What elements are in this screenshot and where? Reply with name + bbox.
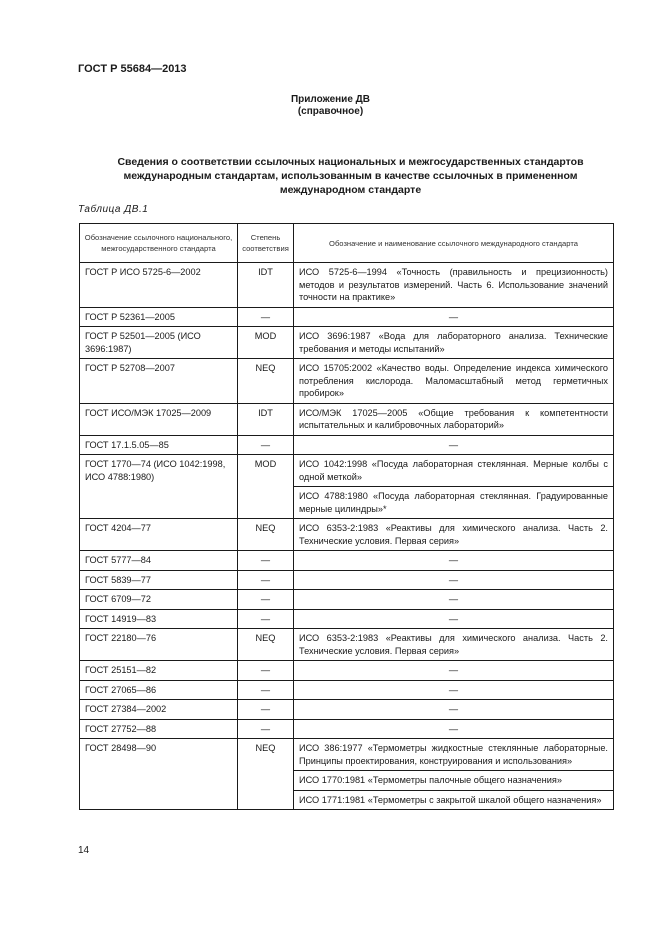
national-standard-cell: ГОСТ 25151—82 — [80, 661, 238, 681]
international-standard-cell: — — [294, 719, 614, 739]
national-standard-cell: ГОСТ Р 52361—2005 — [80, 307, 238, 327]
table-row — [80, 435, 614, 455]
international-standard-cell: — — [294, 680, 614, 700]
national-standard-cell: ГОСТ 28498—90 — [80, 739, 238, 810]
table-row — [80, 629, 614, 661]
table-row — [80, 455, 614, 487]
table-body — [80, 263, 614, 810]
international-standard-cell: — — [294, 307, 614, 327]
degree-cell: — — [238, 551, 294, 571]
international-standard-cell: ИСО 4788:1980 «Посуда лабораторная стеклянная. Градуированные мерные цилиндры»* — [294, 487, 614, 519]
international-standard-cell: — — [294, 590, 614, 610]
international-standard-cell: ИСО 386:1977 «Термометры жидкостные стеклянные лабораторные. Принципы проектирования, конструирования и использования» — [294, 739, 614, 771]
column-header-international-standard: Обозначение и наименование ссылочного международного стандарта — [294, 224, 614, 263]
international-standard-cell: — — [294, 435, 614, 455]
table-row — [80, 661, 614, 681]
table-row — [80, 609, 614, 629]
national-standard-cell: ГОСТ 1770—74 (ИСО 1042:1998, ИСО 4788:1980) — [80, 455, 238, 519]
degree-cell: — — [238, 590, 294, 610]
table-row — [80, 359, 614, 404]
column-header-degree: Степень соответствия — [238, 224, 294, 263]
degree-cell: — — [238, 700, 294, 720]
degree-cell: NEQ — [238, 359, 294, 404]
national-standard-cell: ГОСТ 5777—84 — [80, 551, 238, 571]
table-row — [80, 719, 614, 739]
national-standard-cell: ГОСТ 5839—77 — [80, 570, 238, 590]
national-standard-cell: ГОСТ 22180—76 — [80, 629, 238, 661]
degree-cell: — — [238, 680, 294, 700]
document-code: ГОСТ Р 55684—2013 — [78, 63, 187, 75]
international-standard-cell: ИСО/МЭК 17025—2005 «Общие требования к компетентности испытательных и калибровочных лабораторий» — [294, 403, 614, 435]
international-standard-cell: — — [294, 570, 614, 590]
section-title — [88, 155, 613, 197]
degree-cell: NEQ — [238, 629, 294, 661]
international-standard-cell: ИСО 1042:1998 «Посуда лабораторная стеклянная. Мерные колбы с одной меткой» — [294, 455, 614, 487]
degree-cell: — — [238, 661, 294, 681]
degree-cell: — — [238, 609, 294, 629]
degree-cell: — — [238, 719, 294, 739]
international-standard-cell: ИСО 1771:1981 «Термометры с закрытой шкалой общего назначения» — [294, 790, 614, 810]
national-standard-cell: ГОСТ 27384—2002 — [80, 700, 238, 720]
national-standard-cell: ГОСТ 27752—88 — [80, 719, 238, 739]
table-row — [80, 739, 614, 771]
table-row — [80, 570, 614, 590]
national-standard-cell: ГОСТ Р 52708—2007 — [80, 359, 238, 404]
column-header-national-standard: Обозначение ссылочного национального, межгосударственного стандарта — [80, 224, 238, 263]
international-standard-cell: ИСО 6353-2:1983 «Реактивы для химического анализа. Часть 2. Технические условия. Первая серия» — [294, 519, 614, 551]
table-header-row — [80, 224, 614, 263]
table-row — [80, 327, 614, 359]
table-row — [80, 590, 614, 610]
degree-cell: NEQ — [238, 519, 294, 551]
title-line: международном стандарте — [279, 184, 422, 196]
national-standard-cell: ГОСТ 17.1.5.05—85 — [80, 435, 238, 455]
national-standard-cell: ГОСТ 4204—77 — [80, 519, 238, 551]
table-row — [80, 700, 614, 720]
degree-cell: — — [238, 307, 294, 327]
degree-cell: MOD — [238, 455, 294, 519]
degree-cell: NEQ — [238, 739, 294, 810]
table-label: Таблица ДВ.1 — [78, 204, 149, 215]
international-standard-cell: ИСО 15705:2002 «Качество воды. Определение индекса химического потребления кислорода. Маломасштабный метод герметичных пробирок» — [294, 359, 614, 404]
national-standard-cell: ГОСТ 27065—86 — [80, 680, 238, 700]
appendix-title: Приложение ДВ — [290, 94, 371, 105]
degree-cell: MOD — [238, 327, 294, 359]
title-line: международным стандартам, использованным в качестве ссылочных в примененном — [123, 170, 578, 182]
table-row — [80, 519, 614, 551]
appendix-subtitle: (справочное) — [297, 106, 364, 117]
national-standard-cell: ГОСТ Р ИСО 5725-6—2002 — [80, 263, 238, 308]
international-standard-cell: — — [294, 551, 614, 571]
national-standard-cell: ГОСТ 6709—72 — [80, 590, 238, 610]
degree-cell: — — [238, 435, 294, 455]
international-standard-cell: — — [294, 661, 614, 681]
international-standard-cell: — — [294, 609, 614, 629]
international-standard-cell: ИСО 3696:1987 «Вода для лабораторного анализа. Технические требования и методы испытаний» — [294, 327, 614, 359]
national-standard-cell: ГОСТ Р 52501—2005 (ИСО 3696:1987) — [80, 327, 238, 359]
correspondence-table — [79, 223, 614, 810]
table-row — [80, 307, 614, 327]
international-standard-cell: ИСО 6353-2:1983 «Реактивы для химического анализа. Часть 2. Технические условия. Первая серия» — [294, 629, 614, 661]
page-number: 14 — [78, 845, 90, 856]
table-row — [80, 263, 614, 308]
international-standard-cell: ИСО 1770:1981 «Термометры палочные общего назначения» — [294, 771, 614, 791]
national-standard-cell: ГОСТ 14919—83 — [80, 609, 238, 629]
table-row — [80, 551, 614, 571]
table-row — [80, 403, 614, 435]
table-row — [80, 680, 614, 700]
international-standard-cell: ИСО 5725-6—1994 «Точность (правильность и прецизионность) методов и результатов измерений. Часть 6. Использование значений точности на практике» — [294, 263, 614, 308]
degree-cell: — — [238, 570, 294, 590]
national-standard-cell: ГОСТ ИСО/МЭК 17025—2009 — [80, 403, 238, 435]
title-line: Сведения о соответствии ссылочных национальных и межгосударственных стандартов — [117, 156, 584, 168]
degree-cell: IDT — [238, 403, 294, 435]
international-standard-cell: — — [294, 700, 614, 720]
degree-cell: IDT — [238, 263, 294, 308]
